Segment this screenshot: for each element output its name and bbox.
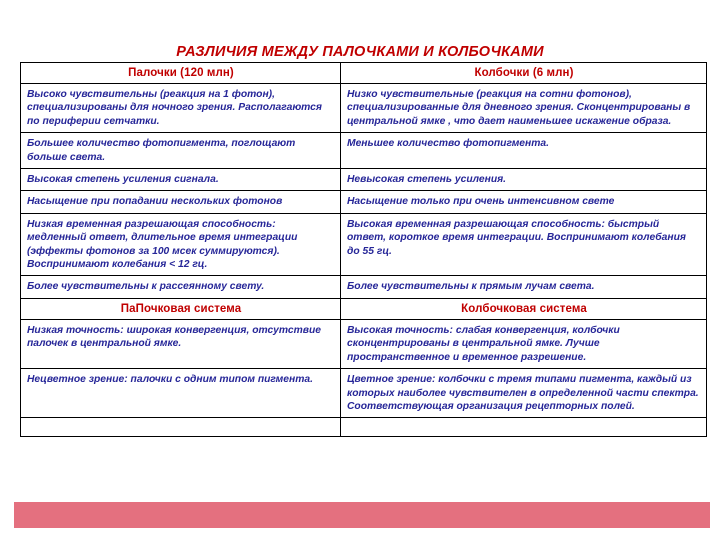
table-header-row <box>21 63 707 84</box>
cell-rods-4: Насыщение при попадании нескольких фотонов <box>21 191 341 213</box>
column-header-rods: Палочки (120 млн) <box>21 63 341 84</box>
cell-cones-4: Насыщение только при очень интенсивном свете <box>341 191 707 213</box>
table-row <box>21 276 707 298</box>
filler-cell-right <box>341 418 707 437</box>
comparison-table-wrapper <box>20 62 706 437</box>
cell-cone-system-2: Цветное зрение: колбочки с тремя типами пигмента, каждый из которых наиболее чувствителен в определенной части спектра. Соответствующая организация рецепторных полей. <box>341 369 707 418</box>
table-row <box>21 213 707 276</box>
cell-rods-3: Высокая степень усиления сигнала. <box>21 169 341 191</box>
subheader-rod-system: ПаПочковая система <box>21 298 341 319</box>
cell-cones-2: Меньшее количество фотопигмента. <box>341 133 707 169</box>
cell-cones-6: Более чувствительны к прямым лучам света. <box>341 276 707 298</box>
accent-band <box>14 502 710 528</box>
cell-cone-system-1: Высокая точность: слабая конвергенция, колбочки сконцентрированы в центральной ямке. Лучше пространственное и временное разрешение. <box>341 319 707 368</box>
table-row <box>21 133 707 169</box>
cell-rods-6: Более чувствительны к рассеянному свету. <box>21 276 341 298</box>
subheader-cone-system: Колбочковая система <box>341 298 707 319</box>
cell-rods-5: Низкая временная разрешающая способность: медленный ответ, длительное время интеграции (эффекты фотонов за 100 мсек суммируются). Воспринимают колебания < 12 гц. <box>21 213 341 276</box>
table-filler-row <box>21 418 707 437</box>
cell-cones-1: Низко чувствительные (реакция на сотни фотонов), специализированные для дневного зрения. Сконцентрированы в центральной ямке , что дает наименьшее искажение образа. <box>341 84 707 133</box>
cell-cones-5: Высокая временная разрешающая способность: быстрый ответ, короткое время интеграции. Воспринимают колебания до 55 гц. <box>341 213 707 276</box>
cell-rods-2: Большее количество фотопигмента, поглощают больше света. <box>21 133 341 169</box>
cell-rods-1: Высоко чувствительны (реакция на 1 фотон), специализированы для ночного зрения. Располагаются по периферии сетчатки. <box>21 84 341 133</box>
table-row <box>21 319 707 368</box>
page-title: РАЗЛИЧИЯ МЕЖДУ ПАЛОЧКАМИ И КОЛБОЧКАМИ <box>176 44 544 60</box>
cell-cones-3: Невысокая степень усиления. <box>341 169 707 191</box>
column-header-cones: Колбочки (6 млн) <box>341 63 707 84</box>
comparison-table <box>20 62 707 437</box>
cell-rod-system-2: Нецветное зрение: палочки с одним типом пигмента. <box>21 369 341 418</box>
cell-rod-system-1: Низкая точность: широкая конвергенция, отсутствие палочек в центральной ямке. <box>21 319 341 368</box>
table-row <box>21 191 707 213</box>
table-row <box>21 84 707 133</box>
table-row <box>21 369 707 418</box>
table-subheader-row <box>21 298 707 319</box>
filler-cell-left <box>21 418 341 437</box>
table-row <box>21 169 707 191</box>
